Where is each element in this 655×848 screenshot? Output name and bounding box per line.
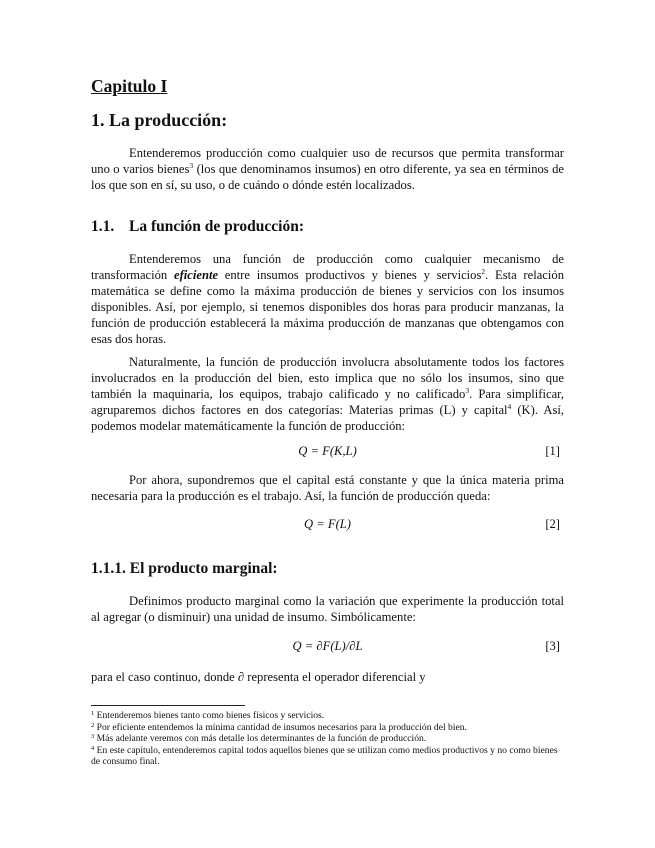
p2-text-c: . Esta relación matemática se define como la máxima producción de bienes y servicios con los insumos disponibles. Así, por ejemplo, si tenemos disponibles dos horas para producir manzanas, la función de producción establecerá la máxima producción de manzanas que obtengamos con esas dos horas.	[91, 268, 564, 346]
equation-3-number: [3]	[545, 639, 560, 653]
section-1-heading	[91, 110, 227, 131]
p2-emphasis: eficiente	[173, 268, 219, 282]
footnote-2-number: 2	[91, 721, 95, 729]
footnote-3-number: 3	[91, 733, 95, 740]
footnotes	[91, 710, 564, 768]
section-1-title: La producción:	[109, 110, 228, 130]
p1-text-a: Entenderemos producción como cualquier uso de recursos que permita transformar uno o varios bienes	[91, 146, 564, 176]
section-1-1-1-heading: 1.1.1. El producto marginal:	[91, 560, 278, 577]
paragraph-2	[91, 251, 564, 347]
equation-1-expression: Q = F(K,L)	[298, 444, 357, 458]
equation-3	[91, 638, 564, 654]
footnote-2-text: Por eficiente entendemos la mínima cantidad de insumos necesarios para la producción del bien.	[94, 721, 467, 733]
p3-text-c: (K). Así, podemos modelar matemáticamente la función de producción:	[91, 403, 564, 433]
footnote-ref-2: 2	[481, 267, 486, 276]
p1-text-b: (los que denominamos insumos) en otro diferente, ya sea en términos de los que son en sí, su uso, o de cuándo o dónde estén localizados.	[91, 162, 564, 192]
paragraph-1	[91, 145, 564, 193]
p3-text-a: Naturalmente, la función de producción involucra absolutamente todos los factores involucrados en la producción del bien, esto implica que no sólo los insumos, sino que también la maquinaria, los equipos, trabajo calificado y no calificado	[91, 355, 564, 401]
footnote-3-text: Más adelante veremos con más detalle los determinantes de la función de producción.	[94, 733, 427, 744]
footnote-4	[91, 745, 564, 768]
chapter-title: Capitulo I	[91, 76, 168, 96]
p2-text-a: Entenderemos una función de producción como cualquier mecanismo de transformación	[91, 252, 564, 282]
section-1-1-heading	[91, 218, 304, 236]
footnote-1	[91, 710, 564, 722]
footnote-4-text: En este capítulo, entenderemos capital todos aquellos bienes que se utilizan como medios productivos y no como bienes de consumo final.	[91, 744, 558, 767]
p2-text-b: entre insumos productivos y bienes y servicios	[218, 268, 482, 282]
paragraph-3	[91, 354, 564, 434]
footnote-1-text: Entenderemos bienes tanto como bienes físicos y servicios.	[94, 710, 325, 721]
footnote-2	[91, 722, 564, 734]
equation-1-number: [1]	[545, 444, 560, 458]
paragraph-5: Definimos producto marginal como la variación que experimente la producción total al agregar (o disminuir) una unidad de insumo. Simbólicamente:	[91, 594, 564, 624]
footnote-1-number: 1	[91, 710, 95, 717]
footnote-divider	[91, 705, 245, 706]
footnote-4-number: 4	[91, 744, 95, 752]
equation-2	[91, 516, 564, 532]
paragraph-6: para el caso continuo, donde ∂ representa el operador diferencial y	[91, 670, 426, 684]
footnote-ref-3b: 3	[465, 386, 470, 395]
footnote-ref-4: 4	[507, 402, 512, 411]
p3-text-b: . Para simplificar, agruparemos dichos factores en dos categorías: Materias primas (L) y capital	[91, 387, 564, 417]
footnote-ref-3a: 3	[189, 161, 194, 170]
section-1-number: 1.	[91, 110, 105, 130]
equation-1	[91, 443, 564, 459]
equation-2-expression: Q = F(L)	[304, 517, 351, 531]
equation-3-expression: Q = ∂F(L)/∂L	[292, 639, 363, 653]
footnote-3	[91, 733, 564, 745]
paragraph-4: Por ahora, supondremos que el capital está constante y que la única materia prima necesaria para la producción es el trabajo. Así, la función de producción queda:	[91, 473, 564, 503]
section-1-1-title: La función de producción:	[129, 218, 304, 235]
equation-2-number: [2]	[545, 517, 560, 531]
section-1-1-number: 1.1.	[91, 218, 115, 235]
